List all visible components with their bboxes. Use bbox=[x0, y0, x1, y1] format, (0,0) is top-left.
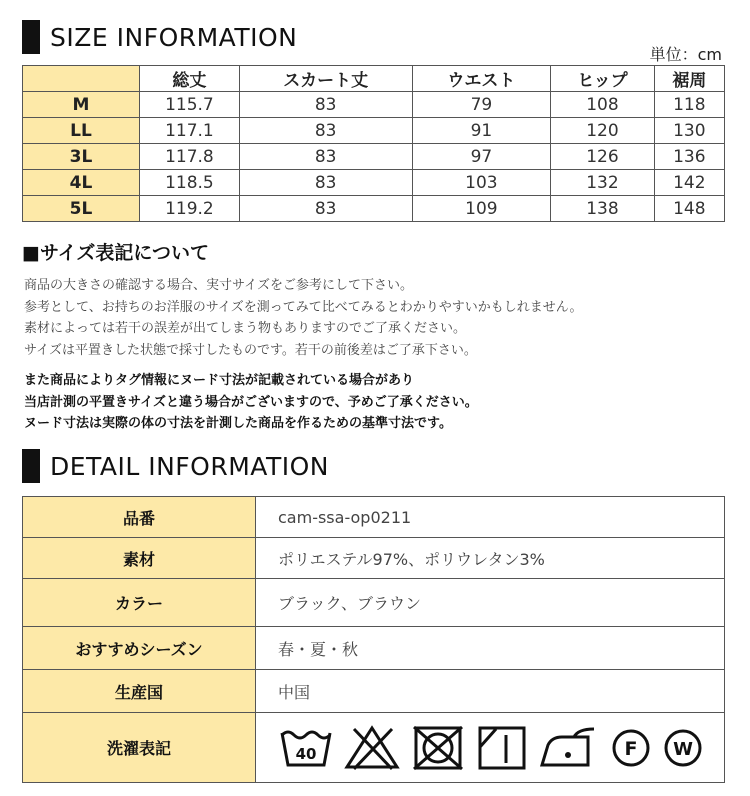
size-label: LL bbox=[23, 118, 140, 144]
table-cell: 148 bbox=[654, 196, 724, 222]
table-cell: 109 bbox=[412, 196, 551, 222]
table-row bbox=[23, 538, 725, 579]
detail-label: カラー bbox=[23, 579, 256, 627]
table-row bbox=[23, 497, 725, 538]
size-notes bbox=[24, 275, 582, 361]
heading-bar bbox=[22, 449, 40, 483]
size-section-heading bbox=[22, 20, 297, 54]
table-cell: 119.2 bbox=[140, 196, 240, 222]
col-header: ウエスト bbox=[412, 66, 551, 92]
detail-label: 生産国 bbox=[23, 670, 256, 713]
note-line-bold: ヌード寸法は実際の体の寸法を計測した商品を作るための基準寸法です。 bbox=[24, 416, 452, 432]
detail-value: 中国 bbox=[256, 670, 725, 713]
table-cell: 118 bbox=[654, 92, 724, 118]
size-table bbox=[22, 65, 725, 222]
table-cell: 118.5 bbox=[140, 170, 240, 196]
note-line: 商品の大きさの確認する場合、実寸サイズをご参考にして下さい。 bbox=[24, 278, 413, 293]
unit-label: 単位：cm bbox=[649, 45, 722, 64]
table-row bbox=[23, 627, 725, 670]
table-cell: 83 bbox=[239, 144, 412, 170]
table-cell: 138 bbox=[551, 196, 654, 222]
note-line: サイズは平置きした状態で採寸したものです。若干の前後差はご了承下さい。 bbox=[24, 342, 477, 358]
size-label: M bbox=[23, 92, 140, 118]
table-row bbox=[23, 118, 725, 144]
table-cell: 83 bbox=[239, 196, 412, 222]
table-cell: 115.7 bbox=[140, 92, 240, 118]
table-cell: 83 bbox=[239, 170, 412, 196]
table-cell: 91 bbox=[412, 118, 551, 144]
size-label: 4L bbox=[23, 170, 140, 196]
no-bleach-icon bbox=[344, 725, 400, 771]
table-row bbox=[23, 92, 725, 118]
col-header: ヒップ bbox=[551, 66, 654, 92]
nude-size-notes bbox=[24, 370, 478, 435]
detail-label: 素材 bbox=[23, 538, 256, 579]
detail-label: おすすめシーズン bbox=[23, 627, 256, 670]
detail-label: 洗濯表記 bbox=[23, 713, 256, 783]
size-table-corner bbox=[23, 66, 140, 92]
note-line-bold: また商品によりタグ情報にヌード寸法が記載されている場合があり bbox=[24, 373, 415, 388]
dry-clean-letter: F bbox=[624, 737, 638, 760]
table-cell: 83 bbox=[239, 92, 412, 118]
note-line: 参考として、お持ちのお洋服のサイズを測ってみて比べてみるとわかりやすいかもしれません。 bbox=[24, 299, 583, 315]
note-line: 素材によっては若干の誤差が出てしまう物もありますのでご了承ください。 bbox=[24, 321, 467, 337]
table-cell: 117.1 bbox=[140, 118, 240, 144]
detail-value: cam-ssa-op0211 bbox=[256, 497, 725, 538]
table-cell: 83 bbox=[239, 118, 412, 144]
table-row bbox=[23, 579, 725, 627]
heading-bar bbox=[22, 20, 40, 54]
detail-section-heading bbox=[22, 449, 329, 483]
table-cell: 130 bbox=[654, 118, 724, 144]
note-line-bold: 当店計測の平置きサイズと違う場合がございますので、予めご了承ください。 bbox=[24, 394, 478, 410]
care-icons bbox=[278, 725, 724, 771]
table-row bbox=[23, 196, 725, 222]
table-row bbox=[23, 144, 725, 170]
care-icons-cell bbox=[256, 713, 725, 783]
detail-section-title: DETAIL INFORMATION bbox=[50, 451, 329, 481]
detail-table bbox=[22, 496, 725, 783]
line-dry-shade-icon bbox=[476, 725, 528, 771]
col-header: スカート丈 bbox=[239, 66, 412, 92]
table-cell: 136 bbox=[654, 144, 724, 170]
professional-wet-clean-w-icon bbox=[662, 725, 704, 771]
no-tumble-dry-icon bbox=[410, 725, 466, 771]
table-cell: 79 bbox=[412, 92, 551, 118]
professional-dry-clean-f-icon bbox=[610, 725, 652, 771]
wash-40-icon bbox=[278, 725, 334, 771]
table-row bbox=[23, 170, 725, 196]
size-label: 5L bbox=[23, 196, 140, 222]
wet-clean-letter: W bbox=[673, 738, 693, 760]
table-row bbox=[23, 713, 725, 783]
iron-low-icon bbox=[538, 725, 600, 771]
size-table-header bbox=[23, 66, 725, 92]
size-label: 3L bbox=[23, 144, 140, 170]
table-cell: 103 bbox=[412, 170, 551, 196]
table-cell: 142 bbox=[654, 170, 724, 196]
table-cell: 108 bbox=[551, 92, 654, 118]
table-cell: 132 bbox=[551, 170, 654, 196]
detail-value: ブラック、ブラウン bbox=[256, 579, 725, 627]
wash-temp-text: 40 bbox=[295, 744, 317, 763]
col-header: 裾周 bbox=[654, 66, 724, 92]
table-cell: 97 bbox=[412, 144, 551, 170]
table-cell: 117.8 bbox=[140, 144, 240, 170]
detail-label: 品番 bbox=[23, 497, 256, 538]
detail-value: ポリエステル97%、ポリウレタン3% bbox=[256, 538, 725, 579]
size-section-title: SIZE INFORMATION bbox=[50, 22, 298, 52]
table-cell: 120 bbox=[551, 118, 654, 144]
table-cell: 126 bbox=[551, 144, 654, 170]
detail-value: 春・夏・秋 bbox=[256, 627, 725, 670]
table-row bbox=[23, 670, 725, 713]
col-header: 総丈 bbox=[140, 66, 240, 92]
size-notes-title: ■サイズ表記について bbox=[22, 242, 210, 264]
